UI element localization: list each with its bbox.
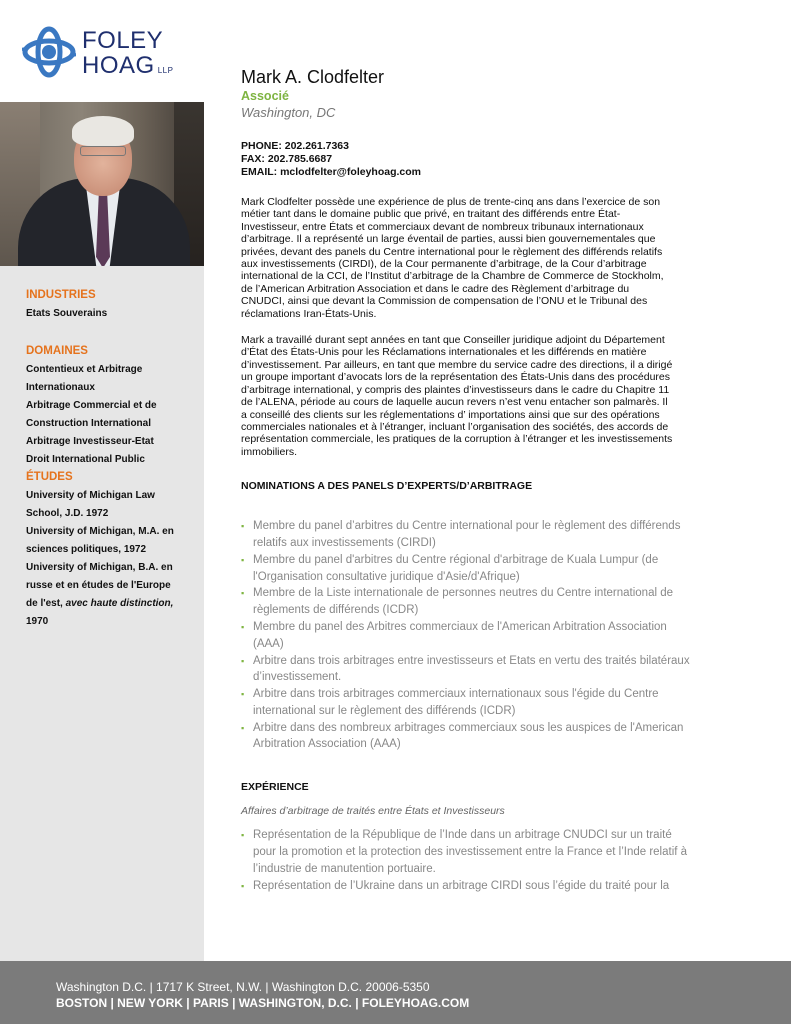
domaines-heading: DOMAINES — [26, 345, 88, 357]
profile-city: Washington, DC — [241, 105, 336, 120]
bio-line: un groupe important d’avocats lors de la représentation des États-Unis dans des procédures — [241, 371, 670, 384]
domaines-list — [26, 361, 157, 469]
portrait-photo — [0, 102, 204, 266]
list-item: ▪ Arbitre dans des nombreux arbitrages commerciaux sous les auspices de l'American Arbitration Association (AAA) — [241, 720, 721, 754]
bio-line: d’État des États-Unis pour les Réclamations internationales et les différends en matière — [241, 346, 647, 359]
profile-role: Associé — [241, 89, 289, 103]
bio-paragraph-2 — [241, 334, 721, 458]
bio-line: a conseillé des clients sur les réglementations d’ importations ainsi que sur des opérations — [241, 408, 660, 421]
list-item: ▪ Représentation de la République de l’Inde dans un arbitrage CNUDCI sur un traité pour la promotion et la protection des investissement entre la France et l’Inde relatif à l’industrie de manutention portuaire. — [241, 827, 721, 877]
domaine-line: Arbitrage Commercial et de — [26, 400, 157, 411]
etude-line: 1970 — [26, 616, 49, 627]
bio-line: international de la CCI, de l’Institut d’arbitrage de la Chambre de Commerce de Stockholm, — [241, 270, 664, 283]
footer-address: Washington D.C. | 1717 K Street, N.W. | Washington D.C. 20006-5350 — [56, 980, 430, 994]
etudes-list — [26, 487, 174, 631]
industries-heading: INDUSTRIES — [26, 289, 96, 301]
etude-line-part: de l'est, — [26, 598, 66, 609]
email-link[interactable]: EMAIL: mclodfelter@foleyhoag.com — [241, 166, 422, 178]
phone: PHONE: 202.261.7363 — [241, 140, 349, 152]
domaine-line: Construction International — [26, 418, 151, 429]
list-item: ▪ Arbitre dans trois arbitrages entre investisseurs et Etats en vertu des traités bilatéraux d’investissement. — [241, 653, 721, 687]
bio-line: d’investissement. Par ailleurs, en tant que membre du service cadre des directions, il a dirigé — [241, 358, 673, 371]
etude-line — [26, 595, 174, 613]
logo-line-1: FOLEY — [82, 27, 164, 54]
bio-line: commerciales nationales et à l’étranger, incluant l’organisation des sociétés, des accords de — [241, 420, 669, 433]
bio-line: métier tant dans le domaine public que privé, en traitant des différends entre État- — [241, 208, 621, 221]
etude-line: sciences politiques, 1972 — [26, 544, 147, 555]
industries-list — [26, 305, 107, 323]
etudes-heading: ÉTUDES — [26, 471, 73, 483]
logo-wordmark — [82, 28, 173, 83]
bio-line: de l’ALENA, période au cours de laquelle aucun revers n’est venu entacher son palmarès. Il — [241, 396, 668, 409]
industry-item: Etats Souverains — [26, 308, 108, 319]
bio-line: Mark Clodfelter possède une expérience de plus de trente-cinq ans dans l’exercice de son — [241, 196, 661, 208]
bio-line: Investisseur, entre États et commerciaux devant de nombreux tribunaux internationaux — [241, 220, 644, 233]
etude-line: russe et en études de l'Europe — [26, 580, 171, 591]
domaine-line: Droit International Public — [26, 454, 145, 465]
etude-distinction: avec haute distinction, — [65, 598, 174, 609]
etude-line: University of Michigan, B.A. en — [26, 562, 173, 573]
nominations-heading: NOMINATIONS A DES PANELS D’EXPERTS/D’ARBITRAGE — [241, 480, 533, 493]
etude-line: University of Michigan Law — [26, 490, 155, 501]
footer — [0, 961, 791, 1024]
bio-line: Mark a travaillé durant sept années en tant que Conseiller juridique adjoint du Département — [241, 334, 665, 347]
list-item: ▪ Membre du panel d'arbitres du Centre régional d'arbitrage de Kuala Lumpur (de l'Organisation consultative juridique d'Asie/d'Afrique) — [241, 552, 721, 586]
list-item: ▪ Arbitre dans trois arbitrages commerciaux internationaux sous l'égide du Centre international sur le règlement des différends (ICDR) — [241, 686, 721, 720]
list-item: ▪ Membre du panel d’arbitres du Centre international pour le règlement des différends relatifs aux investissements (CIRDI) — [241, 518, 721, 552]
list-item: ▪ Membre de la Liste internationale de personnes neutres du Centre international de règlements de différends (ICDR) — [241, 585, 721, 619]
domaine-line: Internationaux — [26, 382, 95, 393]
list-item: ▪ Membre du panel des Arbitres commerciaux de l'American Arbitration Association (AAA) — [241, 619, 721, 653]
etude-line: University of Michigan, M.A. en — [26, 526, 174, 537]
domaine-line: Contentieux et Arbitrage — [26, 364, 143, 375]
bio-line: d’arbitrage international, y compris des plaintes d’investisseurs dans le cadre du Chapitre 11 — [241, 383, 670, 396]
fax: FAX: 202.785.6687 — [241, 153, 333, 165]
bio-line: représentation commerciale, les pratiques de la corruption à l’étranger et les investissements — [241, 433, 673, 446]
logo-suffix: LLP — [157, 66, 174, 75]
list-item: ▪ Représentation de l’Ukraine dans un arbitrage CIRDI sous l’égide du traité pour la — [241, 878, 721, 895]
nominations-list — [241, 518, 721, 753]
bio-line: de l’American Arbitration Association et dans le cadre des Règlement d’arbitrage du — [241, 282, 630, 295]
bio-line: réclamations Iran-États-Unis. — [241, 307, 377, 320]
profile-name: Mark A. Clodfelter — [241, 67, 385, 87]
globe-logo-icon — [22, 26, 76, 78]
logo-line-2: HOAG — [82, 52, 155, 79]
bio-line: immobiliers. — [241, 445, 298, 458]
bio-line: privées, devant des panels du Centre international pour le règlement des différends relatifs — [241, 245, 663, 258]
domaine-line: Arbitrage Investisseur-Etat — [26, 436, 154, 447]
experience-heading: EXPÉRIENCE — [241, 781, 309, 794]
contact-block — [241, 140, 721, 179]
bio-line: CNUDCI, ainsi que devant la Commission de compensation de l’ONU et le Tribunal des — [241, 295, 648, 308]
bio-line: aux investissements (CIRDI), de la Cour permanente d’arbitrage, de la Cour d’arbitrage — [241, 258, 647, 271]
experience-subheading: Affaires d’arbitrage de traités entre États et Investisseurs — [241, 805, 505, 818]
bio-paragraph-1 — [241, 196, 721, 320]
experience-list — [241, 827, 721, 894]
footer-offices[interactable]: BOSTON | NEW YORK | PARIS | WASHINGTON, D.C. | FOLEYHOAG.COM — [56, 996, 470, 1010]
logo — [0, 0, 204, 102]
etude-line: School, J.D. 1972 — [26, 508, 109, 519]
bio-line: d’arbitrage. Il a représenté un large éventail de parties, aussi bien gouvernementales que — [241, 233, 656, 246]
main-content — [241, 66, 721, 894]
